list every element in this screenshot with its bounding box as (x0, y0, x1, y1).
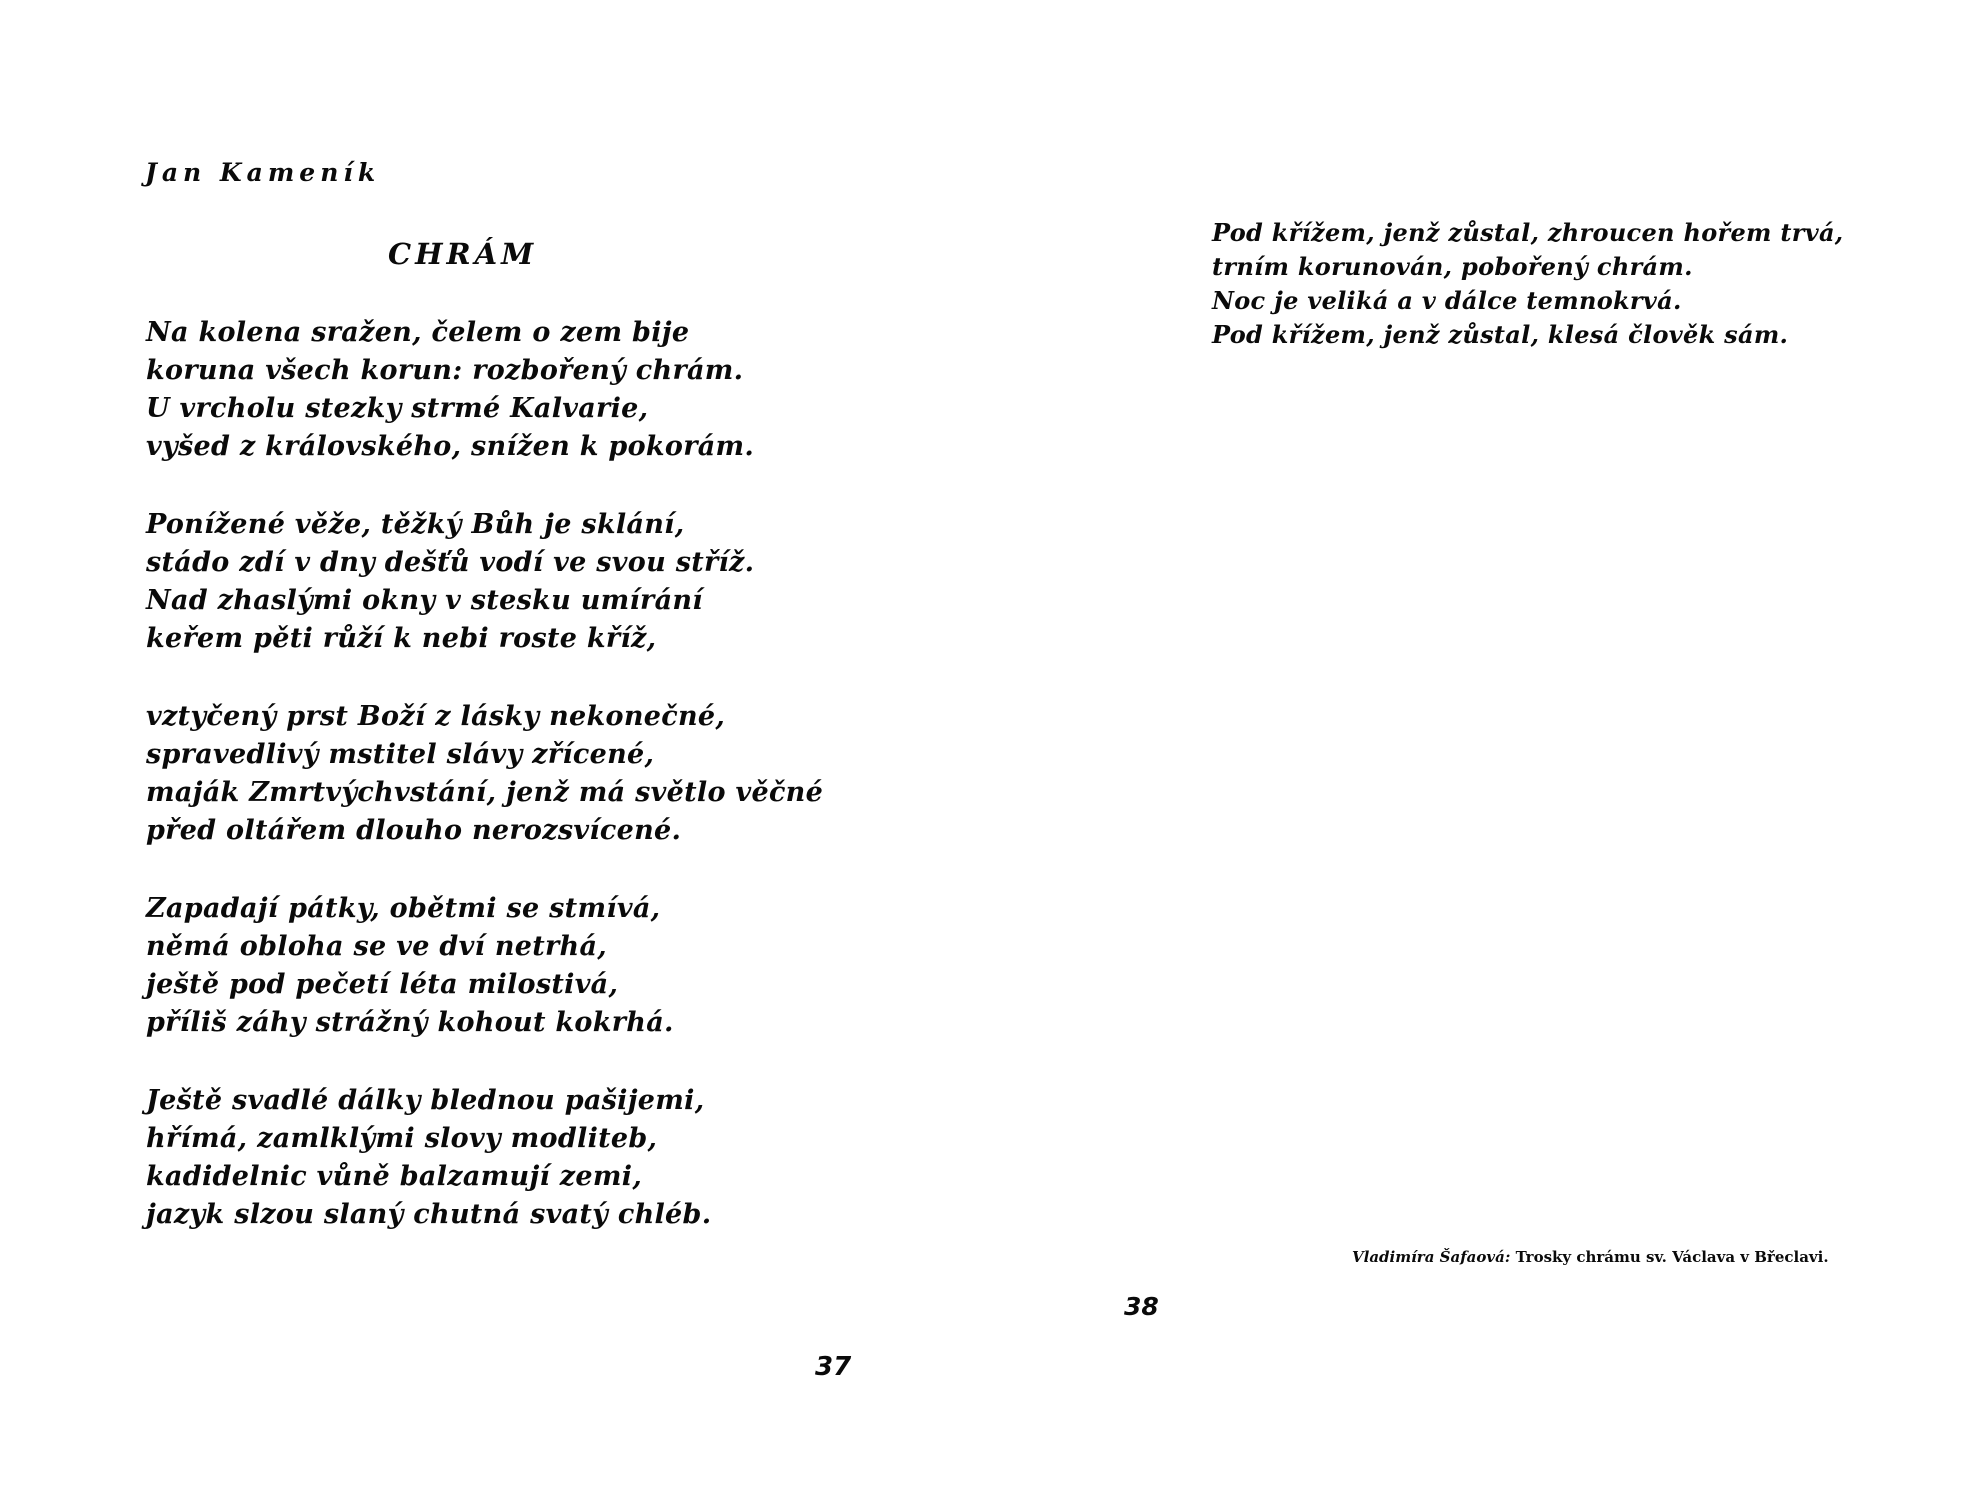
poem-line: němá obloha se ve dví netrhá, (146, 931, 607, 962)
caption-text: Trosky chrámu sv. Václava v Břeclavi. (1515, 1248, 1829, 1266)
poem-line: U vrcholu stezky strmé Kalvarie, (146, 393, 649, 424)
poem-line: příliš záhy strážný kohout kokrhá. (146, 1007, 674, 1038)
poem-line: Ještě svadlé dálky blednou pašijemi, (146, 1085, 705, 1116)
poem-line: keřem pěti růží k nebi roste kříž, (146, 623, 657, 654)
poem-line: koruna všech korun: rozbořený chrám. (146, 355, 744, 386)
stanza-1 (146, 314, 946, 466)
page-number: 37 (815, 1352, 852, 1382)
stanza-4 (146, 890, 946, 1042)
image-caption (1352, 1248, 1829, 1266)
right-page (988, 0, 1976, 1500)
stanza-5 (146, 1082, 946, 1234)
poem-author: Jan Kameník (145, 158, 381, 187)
stanza-3 (146, 698, 946, 850)
stanza-2 (146, 506, 946, 658)
poem-line: Ponížené věže, těžký Bůh je sklání, (146, 509, 685, 540)
poem-line: trním korunován, pobořený chrám. (1212, 252, 1693, 281)
poem-line: jazyk slzou slaný chutná svatý chléb. (146, 1199, 712, 1230)
poem-line: Noc je veliká a v dálce temnokrvá. (1212, 286, 1682, 315)
poem-line: kadidelnic vůně balzamují zemi, (146, 1161, 643, 1192)
poem-line: spravedlivý mstitel slávy zřícené, (146, 739, 655, 770)
poem-line: Na kolena sražen, čelem o zem bije (146, 317, 690, 348)
poem-continuation (1212, 216, 1932, 352)
poem-line: Nad zhaslými okny v stesku umírání (146, 585, 703, 616)
poem-line: Zapadají pátky, obětmi se stmívá, (146, 893, 661, 924)
poem-body (146, 314, 946, 1274)
caption-author: Vladimíra Šafaová: (1352, 1248, 1511, 1266)
poem-line: Pod křížem, jenž zůstal, zhroucen hořem trvá, (1212, 218, 1844, 247)
poem-line: vyšed z královského, snížen k pokorám. (146, 431, 755, 462)
poem-line: maják Zmrtvýchvstání, jenž má světlo věčné (146, 777, 824, 808)
poem-line: hřímá, zamlklými slovy modliteb, (146, 1123, 658, 1154)
poem-line: vztyčený prst Boží z lásky nekonečné, (146, 701, 726, 732)
poem-line: ještě pod pečetí léta milostivá, (146, 969, 619, 1000)
poem-line: stádo zdí v dny dešťů vodí ve svou stříž. (146, 547, 755, 578)
poem-line: před oltářem dlouho nerozsvícené. (146, 815, 682, 846)
page-number: 38 (1124, 1292, 1159, 1321)
poem-line: Pod křížem, jenž zůstal, klesá člověk sám. (1212, 320, 1789, 349)
poem-title: CHRÁM (388, 237, 538, 271)
